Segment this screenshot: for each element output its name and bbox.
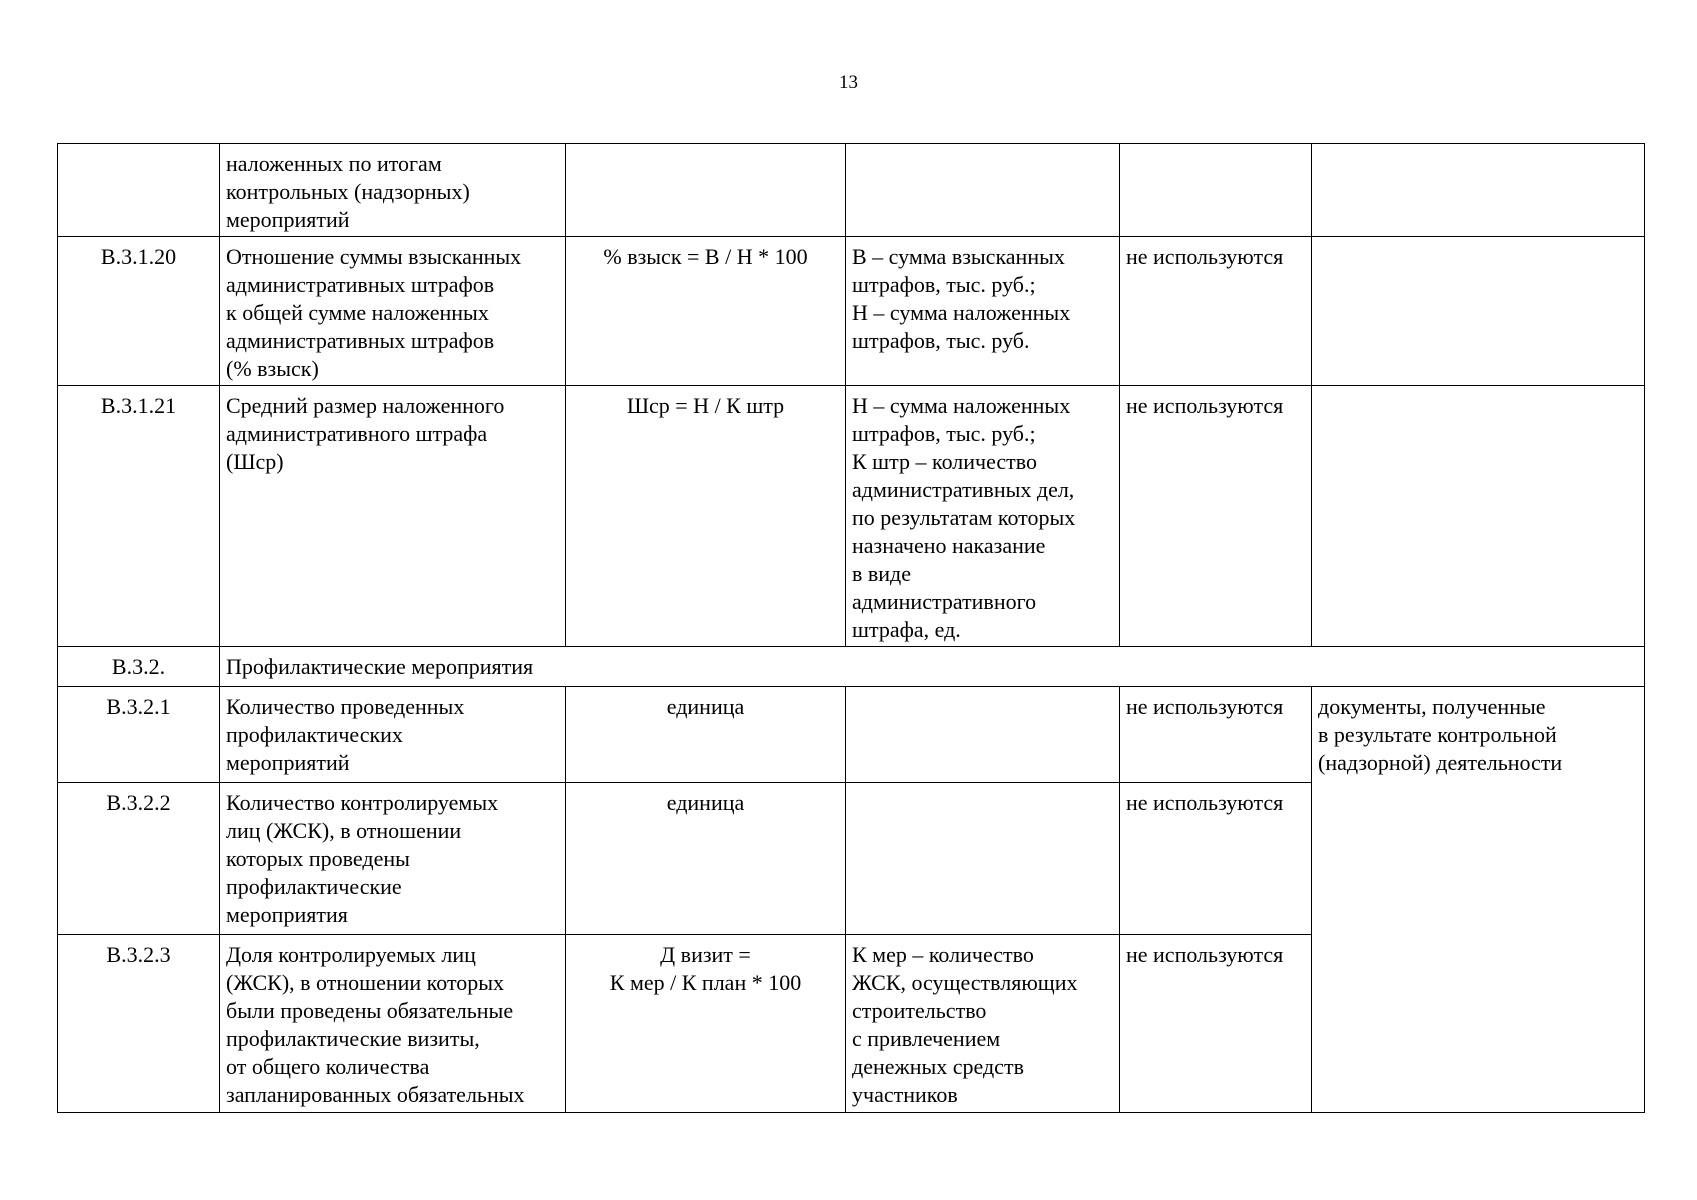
text-line: запланированных обязательных [226, 1082, 525, 1107]
text-line: штрафа, ед. [852, 617, 961, 642]
text-line: мероприятий [226, 207, 350, 232]
text-line: административного штрафа [226, 421, 488, 446]
indicator-source [1312, 237, 1645, 386]
indicator-formula [566, 386, 846, 647]
indicator-name [220, 935, 566, 1113]
indicator-name [220, 687, 566, 783]
text-line: контрольных (надзорных) [226, 179, 470, 204]
indicator-formula [566, 935, 846, 1113]
text-line: денежных средств [852, 1054, 1024, 1079]
text-line: К мер / К план * 100 [609, 970, 802, 995]
text-line: Отношение суммы взысканных [226, 244, 522, 269]
text-line: административных штрафов [226, 272, 495, 297]
text-line: (Шср) [226, 449, 284, 474]
text-line: К мер – количество [852, 942, 1034, 967]
indicator-methods [1120, 144, 1312, 237]
text-line: административных дел, [852, 477, 1075, 502]
indicator-methods: не используются [1120, 783, 1312, 935]
indicator-code: В.3.2.3 [58, 935, 220, 1113]
text-line: Шср = Н / К штр [626, 393, 785, 418]
text-line: Средний размер наложенного [226, 393, 505, 418]
text-line: административных штрафов [226, 328, 495, 353]
text-line: участников [852, 1082, 958, 1107]
text-line: наложенных по итогам [226, 151, 442, 176]
indicator-variables [846, 237, 1120, 386]
indicator-variables [846, 687, 1120, 783]
table-row [58, 144, 1645, 237]
indicator-source [1312, 687, 1645, 1113]
page-number: 13 [839, 72, 858, 93]
indicator-variables [846, 144, 1120, 237]
section-row [58, 647, 1645, 687]
text-line: по результатам которых [852, 505, 1076, 530]
text-line: профилактические [226, 874, 402, 899]
text-line: Количество проведенных [226, 694, 465, 719]
text-line: штрафов, тыс. руб.; [852, 421, 1036, 446]
indicator-code: В.3.2.1 [58, 687, 220, 783]
indicator-formula [566, 237, 846, 386]
text-line: документы, полученные [1318, 694, 1546, 719]
text-line: с привлечением [852, 1026, 1001, 1051]
text-line: в виде [852, 561, 912, 586]
text-line: административного [852, 589, 1037, 614]
text-line: Д визит = [660, 942, 751, 967]
text-line: профилактические визиты, [226, 1026, 480, 1051]
text-line: штрафов, тыс. руб. [852, 328, 1030, 353]
indicator-methods: не используются [1120, 386, 1312, 647]
indicator-name [220, 386, 566, 647]
indicator-variables [846, 783, 1120, 935]
text-line: профилактических [226, 722, 403, 747]
indicator-source [1312, 144, 1645, 237]
text-line: Н – сумма наложенных [852, 300, 1071, 325]
indicator-name [220, 237, 566, 386]
table-row [58, 386, 1645, 647]
indicator-formula [566, 144, 846, 237]
text-line: Доля контролируемых лиц [226, 942, 476, 967]
text-line: штрафов, тыс. руб.; [852, 272, 1036, 297]
text-line: назначено наказание [852, 533, 1046, 558]
indicator-methods: не используются [1120, 687, 1312, 783]
text-line: К штр – количество [852, 449, 1038, 474]
text-line: ЖСК, осуществляющих [852, 970, 1078, 995]
text-line: (ЖСК), в отношении которых [226, 970, 505, 995]
text-line: были проведены обязательные [226, 998, 514, 1023]
indicators-table [57, 143, 1645, 1113]
indicator-name [220, 783, 566, 935]
text-line: к общей сумме наложенных [226, 300, 489, 325]
text-line: (надзорной) деятельности [1318, 750, 1563, 775]
text-line: в результате контрольной [1318, 722, 1557, 747]
table-row [58, 687, 1645, 783]
indicator-name [220, 144, 566, 237]
indicator-code [58, 144, 220, 237]
table-row [58, 237, 1645, 386]
indicator-formula [566, 687, 846, 783]
indicator-formula [566, 783, 846, 935]
indicator-code: В.3.1.21 [58, 386, 220, 647]
indicator-variables [846, 386, 1120, 647]
text-line: лиц (ЖСК), в отношении [226, 818, 462, 843]
text-line: которых проведены [226, 846, 410, 871]
indicator-methods: не используются [1120, 237, 1312, 386]
indicator-code: В.3.1.20 [58, 237, 220, 386]
text-line: В – сумма взысканных [852, 244, 1065, 269]
text-line: строительство [852, 998, 987, 1023]
section-title: Профилактические мероприятия [220, 647, 1645, 687]
text-line: мероприятия [226, 902, 348, 927]
section-code: В.3.2. [58, 647, 220, 687]
text-line: мероприятий [226, 750, 350, 775]
text-line: единица [666, 694, 745, 719]
text-line: от общего количества [226, 1054, 430, 1079]
indicator-source [1312, 386, 1645, 647]
text-line: единица [666, 790, 745, 815]
text-line: % взыск = В / Н * 100 [603, 244, 808, 269]
text-line: Н – сумма наложенных [852, 393, 1071, 418]
indicator-code: В.3.2.2 [58, 783, 220, 935]
indicator-methods: не используются [1120, 935, 1312, 1113]
text-line: (% взыск) [226, 356, 319, 381]
indicator-variables [846, 935, 1120, 1113]
text-line: Количество контролируемых [226, 790, 499, 815]
